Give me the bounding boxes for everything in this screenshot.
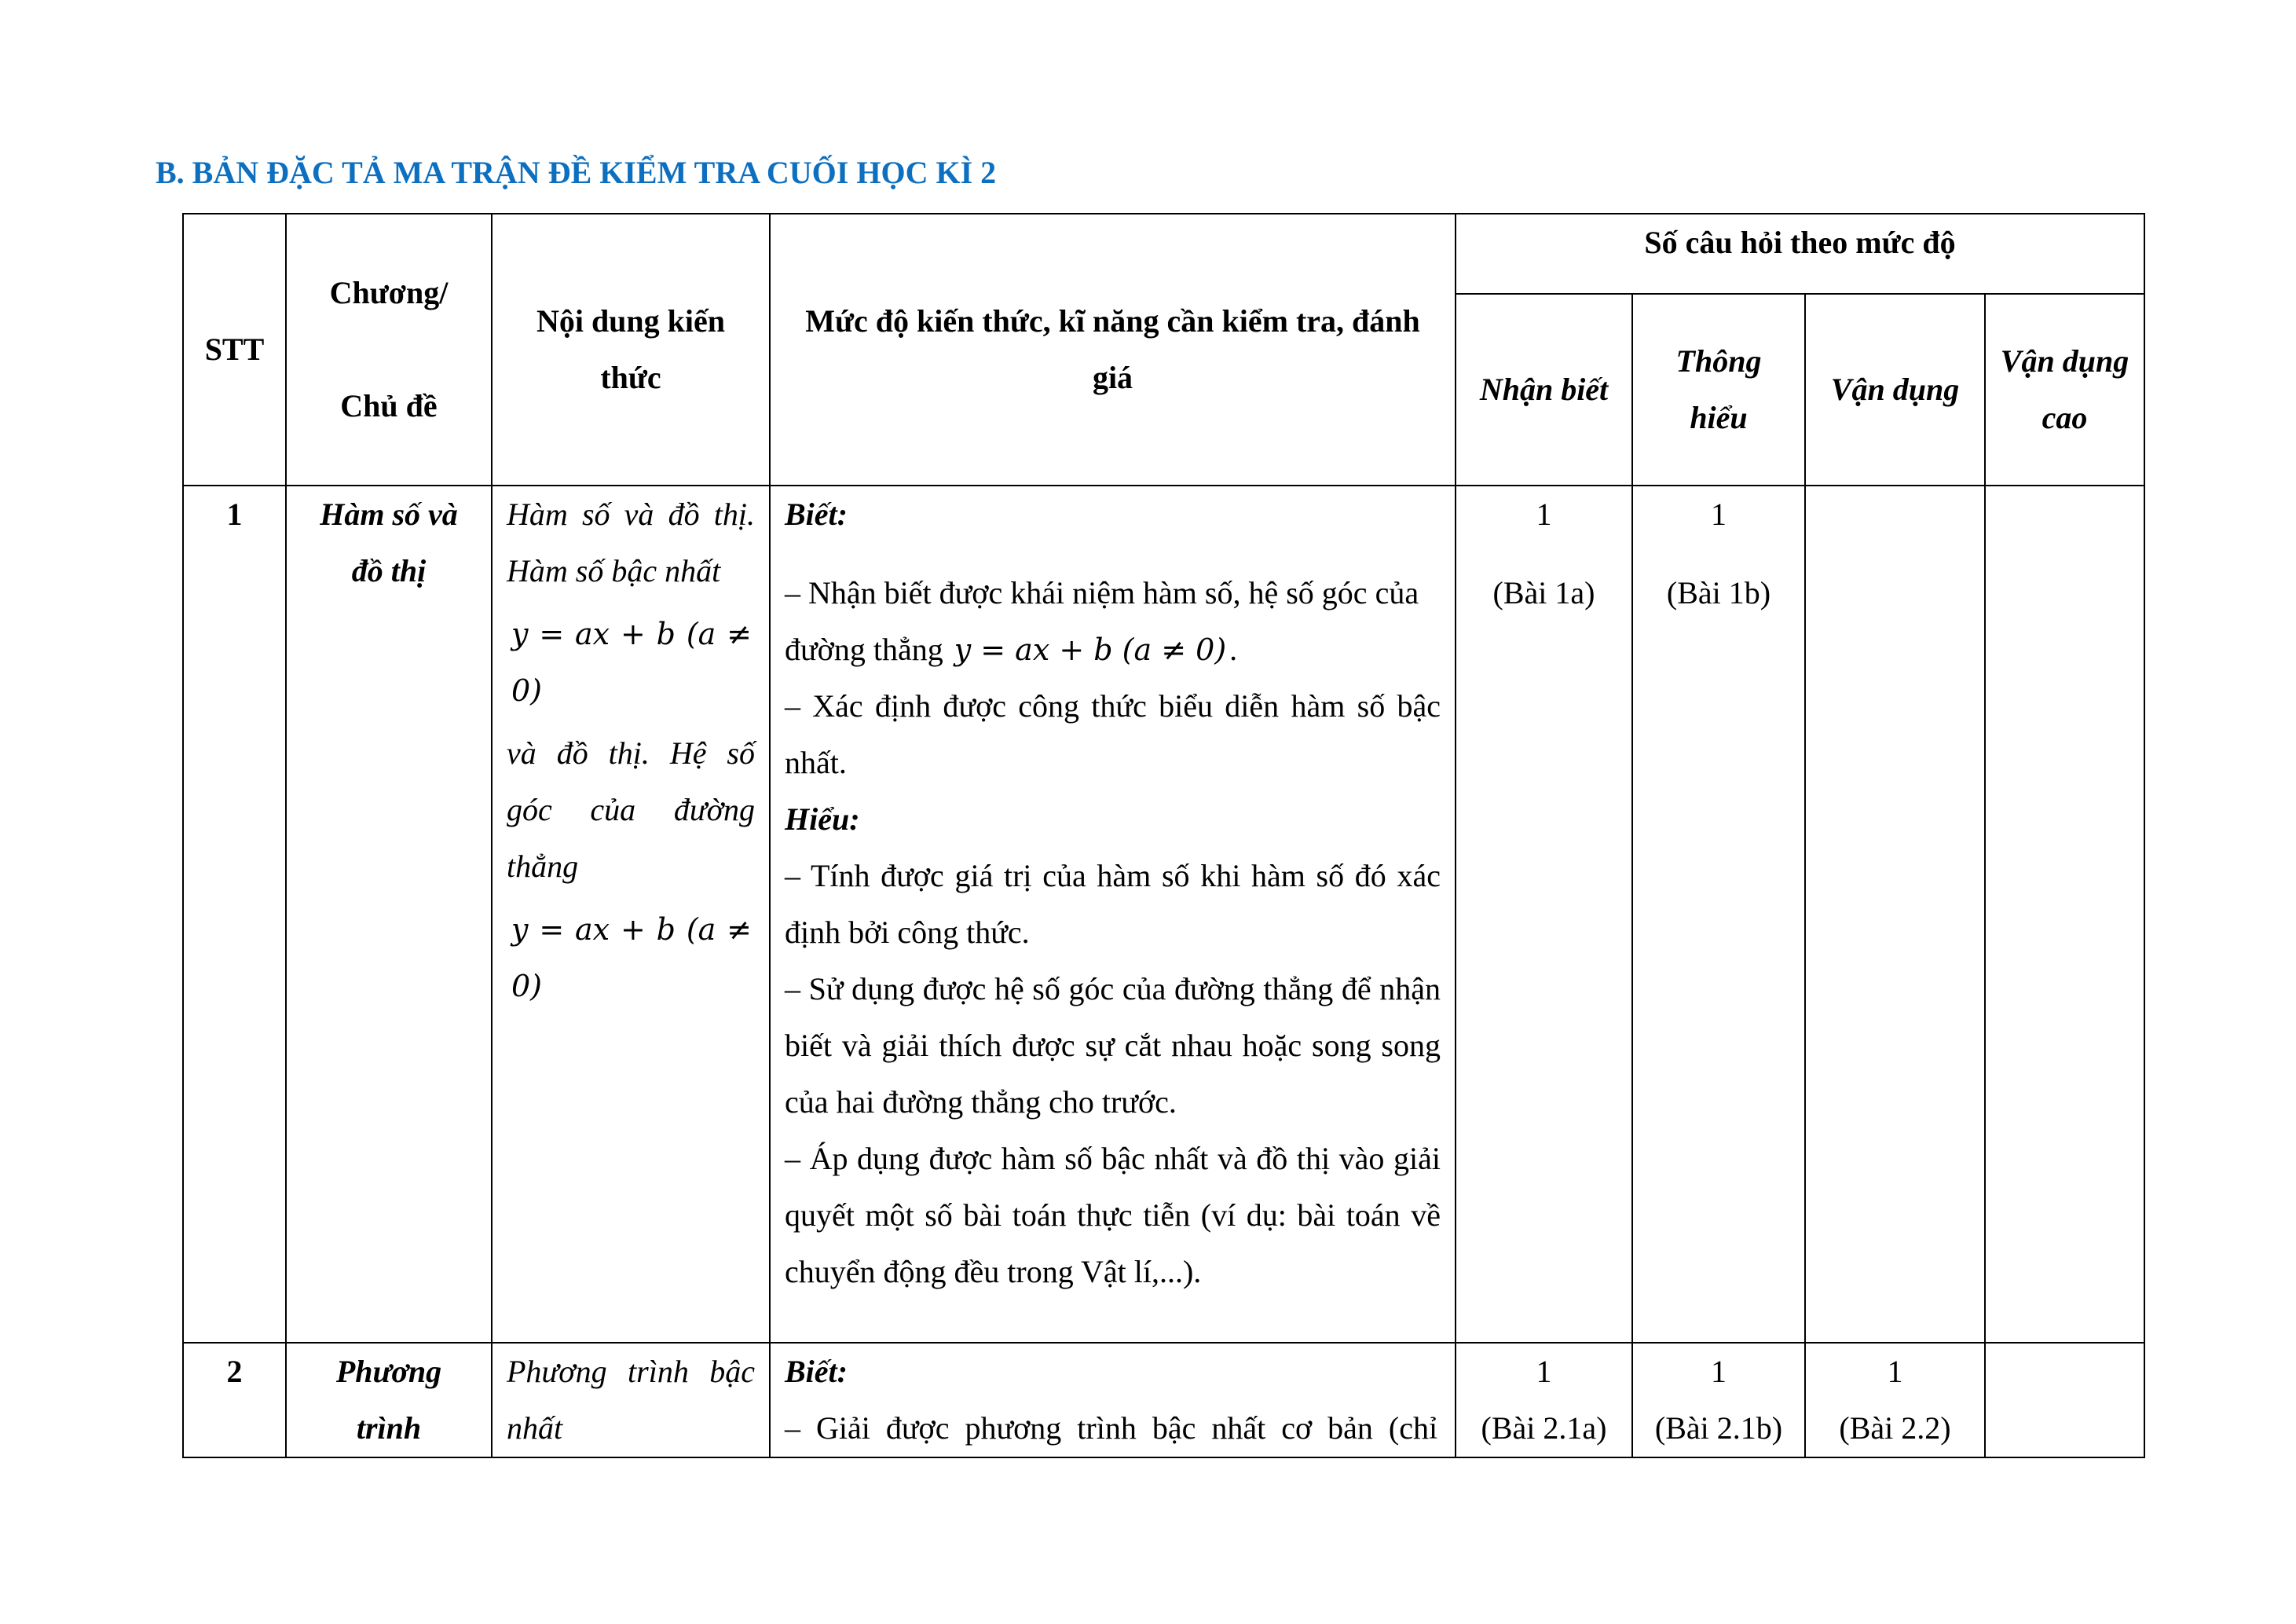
table-row bbox=[183, 1343, 2144, 1457]
row2-nhanbiet bbox=[1456, 1343, 1632, 1457]
header-chuong-line2: Chủ đề bbox=[340, 388, 438, 423]
specification-table bbox=[182, 213, 2145, 1458]
header-noidung: Nội dung kiến thức bbox=[492, 214, 770, 486]
row1-hieu-item2: – Sử dụng được hệ số góc của đường thẳng để nhận biết và giải thích được sự cắt nhau hoặc song song của hai đường thẳng cho trước. bbox=[785, 971, 1441, 1120]
row2-vd-count: 1 bbox=[1887, 1354, 1903, 1389]
row1-formula-b: y = ax + b (a ≠ 0) bbox=[511, 912, 752, 1003]
row1-content bbox=[492, 486, 770, 1343]
row1-thonghieu bbox=[1632, 486, 1805, 1343]
row2-content: Phương trình bậc nhất bbox=[492, 1343, 770, 1457]
header-vandungcao: Vận dụng cao bbox=[1985, 294, 2144, 486]
header-socauhoi: Số câu hỏi theo mức độ bbox=[1456, 214, 2144, 294]
row2-stt: 2 bbox=[183, 1343, 286, 1457]
row2-nb-ref: (Bài 2.1a) bbox=[1481, 1410, 1607, 1446]
header-chuong-line1: Chương/ bbox=[329, 275, 449, 310]
row2-topic: Phương trình bbox=[286, 1343, 492, 1457]
row2-nb-count: 1 bbox=[1536, 1354, 1552, 1389]
header-chuong bbox=[286, 214, 492, 486]
row2-vandung bbox=[1805, 1343, 1985, 1457]
row2-description bbox=[770, 1343, 1456, 1457]
row1-hieu-item1: – Tính được giá trị của hàm số khi hàm số đó xác định bởi công thức. bbox=[785, 858, 1441, 950]
row1-formula-a: y = ax + b (a ≠ 0) bbox=[511, 617, 752, 708]
row1-content-text2: và đồ thị. Hệ số góc của đường thẳng bbox=[507, 735, 755, 884]
row2-th-count: 1 bbox=[1711, 1354, 1727, 1389]
row1-biet-formula: y = ax + b (a ≠ 0) bbox=[954, 632, 1227, 667]
row1-vandung bbox=[1805, 486, 1985, 1343]
row1-topic: Hàm số và đồ thị bbox=[286, 486, 492, 1343]
section-heading: B. BẢN ĐẶC TẢ MA TRẬN ĐỀ KIỂM TRA CUỐI HỌC KÌ 2 bbox=[156, 155, 997, 190]
row1-biet-item2: – Xác định được công thức biểu diễn hàm số bậc nhất. bbox=[785, 688, 1441, 780]
header-nhanbiet: Nhận biết bbox=[1456, 294, 1632, 486]
row2-vandungcao bbox=[1985, 1343, 2144, 1457]
row1-biet-item1-text: – Nhận biết được khái niệm hàm số, hệ số góc của đường thẳng bbox=[785, 575, 1419, 667]
row2-th-ref: (Bài 2.1b) bbox=[1654, 1410, 1783, 1446]
row1-th-ref: (Bài 1b) bbox=[1666, 575, 1771, 610]
row2-thonghieu bbox=[1632, 1343, 1805, 1457]
row1-biet-item1-end: . bbox=[1229, 632, 1238, 667]
row1-nhanbiet bbox=[1456, 486, 1632, 1343]
row1-description bbox=[770, 486, 1456, 1343]
row1-content-text1: Hàm số và đồ thị. Hàm số bậc nhất bbox=[507, 497, 755, 588]
row1-stt: 1 bbox=[183, 486, 286, 1343]
row1-th-count: 1 bbox=[1711, 497, 1727, 532]
row1-biet-item1 bbox=[785, 565, 1441, 678]
row1-biet-label: Biết: bbox=[785, 497, 848, 532]
row2-vd-ref: (Bài 2.2) bbox=[1839, 1410, 1951, 1446]
table-row bbox=[183, 486, 2144, 1343]
row2-biet-item1: – Giải được phương trình bậc nhất cơ bản (chỉ bbox=[785, 1410, 1438, 1446]
row1-nb-count: 1 bbox=[1536, 497, 1552, 532]
row1-vandungcao bbox=[1985, 486, 2144, 1343]
header-thonghieu: Thông hiểu bbox=[1632, 294, 1805, 486]
row1-hieu-label: Hiểu: bbox=[785, 801, 860, 837]
header-vandung: Vận dụng bbox=[1805, 294, 1985, 486]
row2-biet-label: Biết: bbox=[785, 1354, 848, 1389]
row1-hieu-item3: – Áp dụng được hàm số bậc nhất và đồ thị vào giải quyết một số bài toán thực tiễn (ví dụ: bài toán về chuyển động đều trong Vật lí,...). bbox=[785, 1141, 1441, 1289]
row1-nb-ref: (Bài 1a) bbox=[1492, 575, 1595, 610]
header-mucdo: Mức độ kiến thức, kĩ năng cần kiểm tra, đánh giá bbox=[770, 214, 1456, 486]
header-stt: STT bbox=[183, 214, 286, 486]
